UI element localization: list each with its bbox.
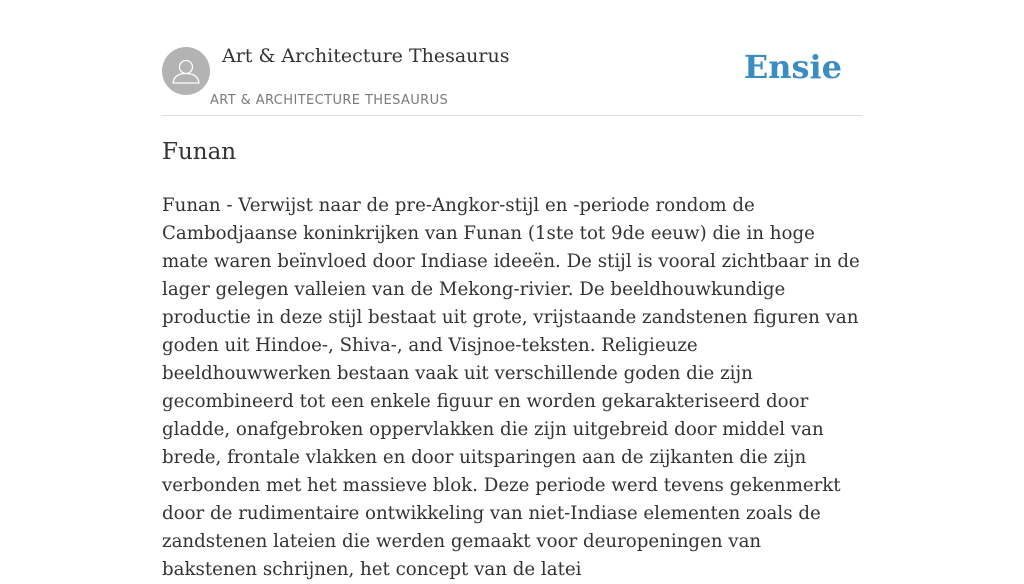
- ensie-logo[interactable]: Ensie: [743, 48, 842, 86]
- user-icon: [162, 47, 210, 95]
- entry-body: Funan - Verwijst naar de pre-Angkor-stijl en -periode rondom de Cambodjaanse koninkrijken van Funan (1ste tot 9de eeuw) die in hoge mate waren beïnvloed door Indiase ideeën. De stijl is vooral zichtbaar in de lager gelegen valleien van de Mekong-rivier. De beeldhouwkundige productie in deze stijl bestaat uit grote, vrijstaande zandstenen figuren van goden uit Hindoe-, Shiva-, and Visjnoe-teksten. Religieuze beeldhouwwerken bestaan vaak uit verschillende goden die zijn gecombineerd tot een enkele figuur en worden gekarakteriseerd door gladde, onafgebroken oppervlakken die zijn uitgebreid door middel van brede, frontale vlakken en door uitsparingen aan de zijkanten die zijn verbonden met het massieve blok. Deze periode werd tevens gekenmerkt door de rudimentaire ontwikkeling van niet-Indiase elementen zoals de zandstenen lateien die werden gemaakt voor deuropeningen van bakstenen schrijnen, het concept van de latei: [162, 195, 860, 580]
- entry-header: [162, 0, 862, 116]
- author-subtitle: ART & ARCHITECTURE THESAURUS: [210, 93, 449, 108]
- author-name-link[interactable]: Art & Architecture Thesaurus: [222, 45, 510, 67]
- page-container: [162, 0, 862, 580]
- entry-title: Funan: [162, 139, 237, 165]
- author-avatar[interactable]: [162, 47, 210, 95]
